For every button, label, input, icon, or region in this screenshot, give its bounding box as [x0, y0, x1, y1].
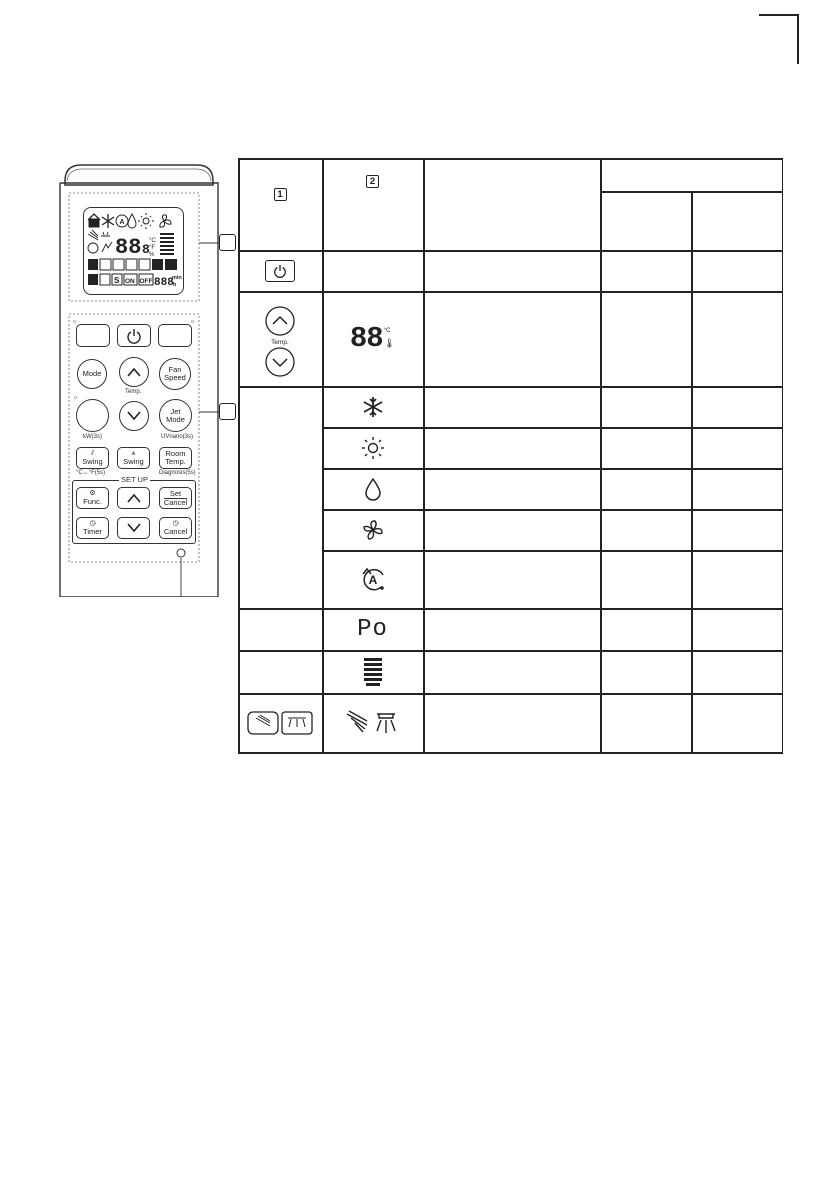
- table-border: [238, 650, 783, 652]
- header-col2: [322, 158, 423, 204]
- svg-text:°F: °F: [149, 245, 156, 251]
- svg-text:°C: °C: [149, 238, 156, 244]
- row-fan-speed-col2: [322, 650, 423, 693]
- room-temp-button[interactable]: Room Temp.: [159, 447, 192, 469]
- snowflake-icon: [362, 396, 384, 418]
- row-temp-col1: [238, 291, 322, 386]
- fan-speed-bars-icon: [364, 657, 382, 687]
- cf-label: °C↔°F(5s): [76, 470, 106, 476]
- power-icon: [126, 328, 142, 344]
- lcd-digits: 88: [115, 235, 142, 260]
- chevron-down-icon: [127, 523, 141, 533]
- svg-text:A: A: [119, 219, 125, 226]
- chevron-up-icon: [127, 493, 141, 503]
- small-icon-right: ☼: [190, 319, 196, 325]
- set-cancel-button[interactable]: Set Cancel: [159, 487, 192, 509]
- callout-buttons: [219, 403, 236, 420]
- row-po-col2: [322, 608, 423, 650]
- diagnosis-label: Diagnosis(5s): [159, 470, 196, 476]
- row-power-col1: [238, 250, 322, 291]
- cancel-button[interactable]: ◷ Cancel: [159, 517, 192, 539]
- table-border: [238, 752, 783, 754]
- mode-button[interactable]: Mode: [77, 359, 107, 389]
- swing-buttons-icon: [246, 710, 314, 736]
- jet-mode-button[interactable]: Jet Mode: [159, 399, 192, 432]
- sun-icon: [361, 436, 385, 460]
- chevron-up-icon: [127, 367, 141, 377]
- uvnano-label: UVnano(3s): [161, 434, 194, 440]
- blank-round-button[interactable]: [76, 399, 109, 432]
- svg-text:%: %: [149, 252, 155, 258]
- setup-up-button[interactable]: [117, 487, 150, 509]
- svg-text:h: h: [173, 282, 177, 288]
- temp-digits: 88: [349, 322, 383, 355]
- badge-1: 1: [274, 188, 287, 201]
- row-dry-col2: [322, 468, 423, 509]
- temp-up-button[interactable]: [119, 357, 149, 387]
- table-border: [238, 386, 783, 388]
- svg-text:OFF: OFF: [139, 278, 153, 285]
- thermometer-icon: 🌡: [383, 338, 396, 348]
- lcd-display: [83, 207, 184, 295]
- chevron-down-icon: [127, 411, 141, 421]
- row-temp-col2: [322, 291, 423, 386]
- svg-text:8: 8: [142, 242, 150, 257]
- page-corner-bracket: [759, 14, 799, 64]
- small-icon-left: ☼: [72, 319, 78, 325]
- table-border: [691, 191, 693, 753]
- auto-mode-icon: [359, 565, 387, 593]
- header-col1: [238, 158, 322, 230]
- table-border: [423, 158, 425, 753]
- row-auto-col2: [322, 550, 423, 608]
- swing-arrows-icon: [345, 709, 401, 737]
- fan-icon: [361, 518, 385, 542]
- gear-icon: ⚙: [89, 490, 96, 497]
- row-swing-col2: [322, 693, 423, 752]
- temp-down-button[interactable]: [119, 401, 149, 431]
- temp-up-down-icon: [261, 294, 299, 384]
- lcd-icons: [84, 208, 182, 293]
- svg-text:Temp.: Temp.: [271, 338, 289, 346]
- svg-text:S: S: [114, 276, 120, 285]
- po-display: Po: [357, 615, 388, 643]
- svg-text:ON: ON: [125, 278, 135, 285]
- row-swing-col1: [238, 693, 322, 752]
- badge-2: 2: [366, 175, 379, 188]
- svg-text:min: min: [172, 275, 182, 281]
- remote-control: [59, 163, 219, 597]
- timer-button[interactable]: ◷ Timer: [76, 517, 109, 539]
- swing-horizontal-button[interactable]: ⩚ Swing: [117, 447, 150, 469]
- table-border: [238, 608, 783, 610]
- setup-down-button[interactable]: [117, 517, 150, 539]
- droplet-icon: [364, 477, 382, 501]
- row-cool-col2: [322, 386, 423, 427]
- callout-display: [219, 234, 236, 251]
- kw-label: kW(3s): [83, 434, 102, 440]
- table-border: [782, 158, 784, 753]
- small-icon-kw: ☼: [73, 395, 79, 401]
- temp-unit: °C: [383, 328, 391, 334]
- row-heat-col2: [322, 427, 423, 468]
- power-button[interactable]: [117, 324, 151, 347]
- svg-text:888: 888: [154, 277, 174, 289]
- function-table: [238, 158, 783, 753]
- table-border: [600, 158, 602, 753]
- clock-icon: ◷: [89, 520, 96, 527]
- power-button-icon: [265, 260, 295, 282]
- blank-right-button[interactable]: [158, 324, 192, 347]
- table-border: [238, 158, 240, 753]
- svg-text:A: A: [368, 573, 377, 587]
- func-button[interactable]: ⚙ Func.: [76, 487, 109, 509]
- blank-left-button[interactable]: [76, 324, 110, 347]
- temp-label: Temp.: [125, 389, 142, 395]
- fan-speed-button[interactable]: Fan Speed: [159, 358, 191, 390]
- swing-vertical-button[interactable]: ⫽ Swing: [76, 447, 109, 469]
- row-fan-col2: [322, 509, 423, 550]
- setup-label: SET UP: [121, 475, 148, 484]
- clock-icon: ◷: [172, 520, 179, 527]
